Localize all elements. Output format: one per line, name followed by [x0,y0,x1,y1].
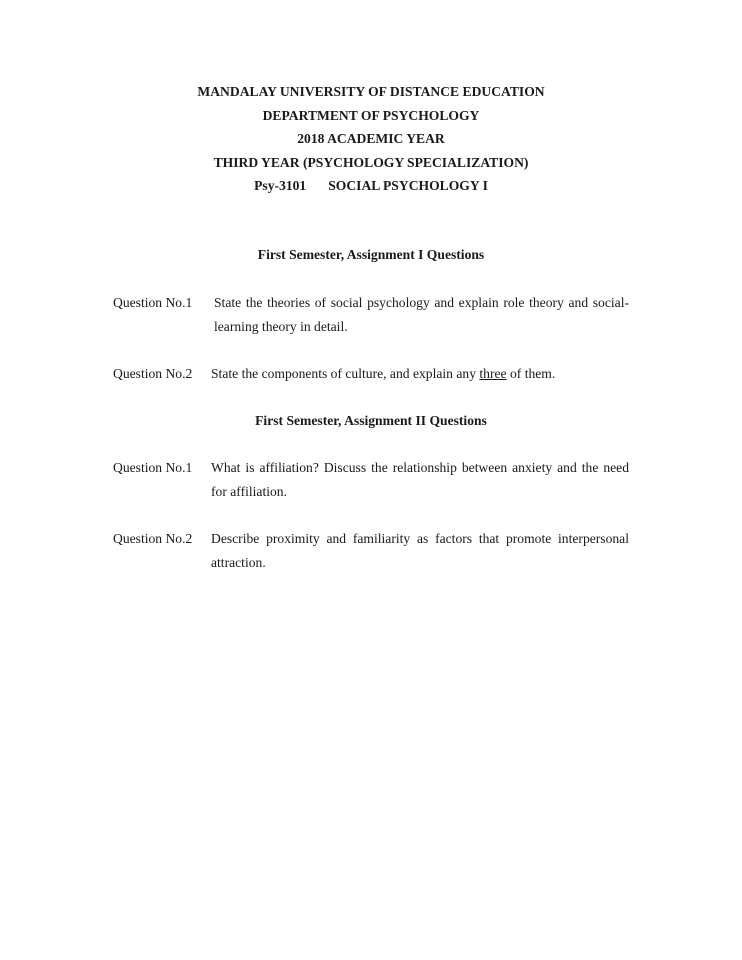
document-header [0,80,742,198]
assignment-1-title: First Semester, Assignment I Questions [257,247,485,262]
question-label: Question No.2 [113,531,193,546]
course-line [0,174,742,198]
year-level: THIRD YEAR (PSYCHOLOGY SPECIALIZATION) [213,154,529,170]
assignment-2-question-2 [113,527,629,574]
question-text-end: of them. [506,366,556,381]
emphasized-word: three [479,366,507,381]
department-name: DEPARTMENT OF PSYCHOLOGY [262,107,480,123]
question-text: State the theories of social psychology and explain role theory and social-learning theory in detail. [214,295,629,334]
assignment-2-title: First Semester, Assignment II Questions [255,413,487,428]
question-label: Question No.1 [113,295,193,310]
course-code: Psy-3101 [254,178,307,194]
question-text: What is affiliation? Discuss the relationship between anxiety and the need for affiliation. [211,460,629,499]
academic-year: 2018 ACADEMIC YEAR [297,131,445,147]
question-text-start: State the components of culture, and explain any [211,366,480,381]
assignment-1-question-2 [113,362,629,386]
university-name: MANDALAY UNIVERSITY OF DISTANCE EDUCATION [197,84,545,99]
question-label: Question No.1 [113,460,193,475]
assignment-1-question-1 [113,291,629,338]
course-title: SOCIAL PSYCHOLOGY I [328,178,488,194]
question-text [211,362,629,386]
question-text: Describe proximity and familiarity as factors that promote interpersonal attraction. [211,531,629,570]
question-label: Question No.2 [113,366,193,381]
assignment-2-question-1 [113,456,629,503]
